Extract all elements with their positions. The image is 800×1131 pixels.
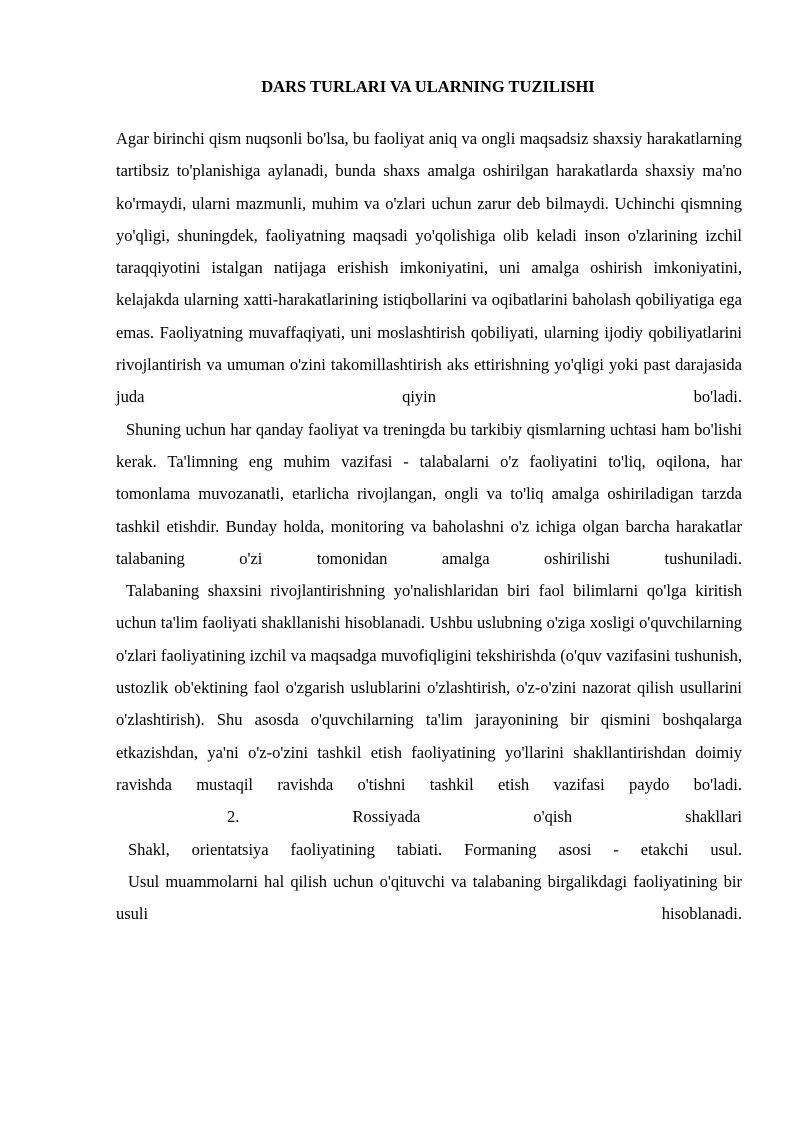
document-title: DARS TURLARI VA ULARNING TUZILISHI [261,77,595,96]
paragraph-4: Shakl, orientatsiya faoliyatining tabiati. Formaning asosi - etakchi usul. [128,839,742,859]
paragraph-1: Agar birinchi qism nuqsonli bo'lsa, bu faoliyat aniq va ongli maqsadsiz shaxsiy harakatlarning tartibsiz to'planishiga aylanadi, bunda shaxs amalga oshirilgan harakatlarda shaxsiy ma'no ko'rmaydi, ularni mazmunli, muhim va o'zlari uchun zarur deb bilmaydi. Uchinchi qismning yo'qligi, shuningdek, faoliyatning maqsadi yo'qolishiga olib keladi inson o'zlarining izchil taraqqiyotini istalgan natijaga erishish imkoniyatini, uni amalga oshirish imkoniyatini, kelajakda ularning xatti-harakatlarining istiqbollarini va oqibatlarini baholash qobiliyatiga ega emas. Faoliyatning muvaffaqiyati, uni moslashtirish qobiliyati, ularning ijodiy qobiliyatlarini rivojlantirish va umuman o'zini takomillashtirish aks ettirishning yo'qligi yoki past darajasida juda qiyin bo'ladi. [116,129,742,407]
paragraph-5: Usul muammolarni hal qilish uchun o'qituvchi va talabaning birgalikdagi faoliyatining bir usuli hisoblanadi. [116,871,742,924]
document-body [116,123,742,930]
section-heading: 2. Rossiyada o'qish shakllari [227,807,742,827]
paragraph-2: Shuning uchun har qanday faoliyat va treningda bu tarkibiy qismlarning uchtasi ham bo'lishi kerak. Ta'limning eng muhim vazifasi - talabalarni o'z faoliyatini to'liq, oqilona, har tomonlama muvozanatli, etarlicha rivojlangan, ongli va to'liq amalga oshiriladigan tarzda tashkil etishdir. Bunday holda, monitoring va baholashni o'z ichiga olgan barcha harakatlar talabaning o'zi tomonidan amalga oshirilishi tushuniladi. [116,419,742,568]
paragraph-3: Talabaning shaxsini rivojlantirishning yo'nalishlaridan biri faol bilimlarni qo'lga kiritish uchun ta'lim faoliyati shakllanishi hisoblanadi. Ushbu uslubning o'ziga xosligi o'quvchilarning o'zlari faoliyatining izchil va maqsadga muvofiqligini tekshirishda (o'quv vazifasini tushunish, ustozlik ob'ektining faol o'zgarish uslublarini o'zlashtirish, o'z-o'zini nazorat qilish usullarini o'zlashtirish). Shu asosda o'quvchilarning ta'lim jarayonining bir qismini boshqalarga etkazishdan, ya'ni o'z-o'zini tashkil etish faoliyatining yo'llarini shakllantirishdan doimiy ravishda mustaqil ravishda o'tishni tashkil etish vazifasi paydo bo'ladi. [116,581,742,794]
